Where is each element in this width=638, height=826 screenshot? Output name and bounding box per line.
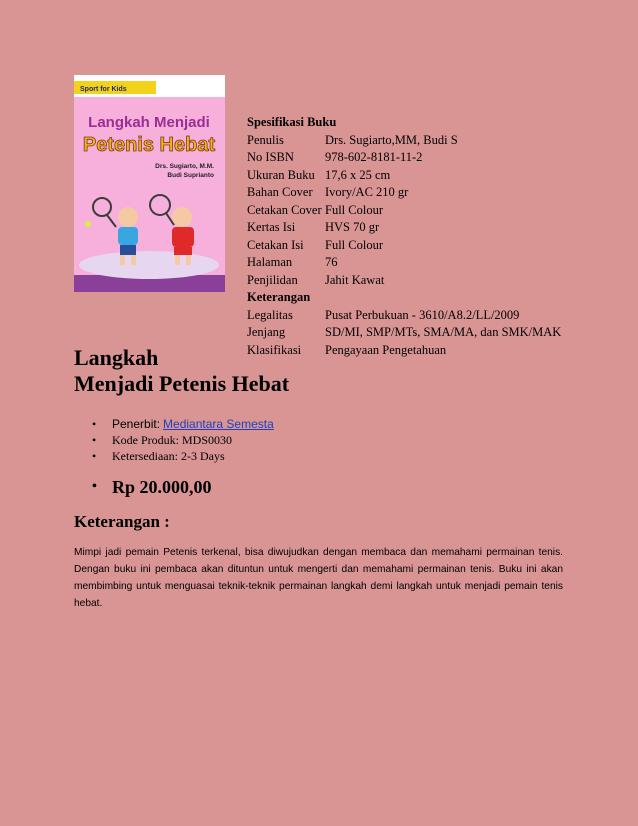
publisher-link[interactable]: Mediantara Semesta: [163, 417, 274, 431]
spec-rows-keterangan: [247, 307, 561, 360]
spec-row: [247, 132, 561, 150]
cover-badge: Sport for Kids: [80, 86, 127, 93]
spec-value: Pengayaan Pengetahuan: [325, 342, 447, 357]
spec-key: Penulis: [247, 132, 284, 147]
spec-value: Full Colour: [325, 202, 383, 217]
spec-row: [247, 219, 561, 237]
cover-authors-line2: Budi Suprianto: [167, 172, 214, 179]
spec-row: [247, 149, 561, 167]
spec-row: [247, 184, 561, 202]
spec-row: [247, 324, 561, 342]
spec-value: Pusat Perbukuan - 3610/A8.2/LL/2009: [325, 307, 520, 322]
spec-key: Bahan Cover: [247, 185, 313, 199]
spec-value: 978-602-8181-11-2: [325, 150, 423, 164]
spec-rows: [247, 132, 561, 290]
spec-value: HVS 70 gr: [325, 220, 380, 234]
product-title-line2: Menjadi Petenis Hebat: [74, 371, 290, 396]
spec-value: Full Colour: [325, 237, 383, 252]
keterangan-body: Mimpi jadi pemain Petenis terkenal, bisa diwujudkan dengan membaca dan memahami permainan tenis. Dengan buku ini pembaca akan dituntun untuk mengerti dan memahami permainan tenis. Buku ini akan membimbing untuk menguasai teknik-teknik permainan langkah demi langkah untuk menjadi pemain tenis hebat.: [74, 547, 563, 609]
spec-value: Ivory/AC 210 gr: [325, 185, 409, 199]
spec-key: Klasifikasi: [247, 342, 302, 357]
product-title: [74, 345, 289, 397]
spec-key: Cetakan Cover: [247, 202, 322, 217]
product-code: • Kode Produk: MDS0030: [74, 432, 274, 448]
spec-table: [247, 114, 561, 359]
cover-title-line2: Petenis Hebat: [82, 134, 216, 156]
publisher-label: Penerbit:: [112, 417, 161, 431]
spec-key: No ISBN: [247, 150, 294, 164]
spec-row: [247, 202, 561, 220]
spec-row: [247, 272, 561, 290]
product-meta-list: [74, 416, 274, 464]
book-cover: [74, 75, 225, 292]
spec-value: Jahit Kawat: [325, 272, 385, 287]
publisher-item: [74, 416, 274, 432]
spec-key: Jenjang: [247, 325, 286, 339]
spec-value: SD/MI, SMP/MTs, SMA/MA, dan SMK/MAK: [325, 325, 562, 339]
spec-key: Kertas Isi: [247, 220, 296, 234]
product-title-line1: Langkah: [74, 345, 159, 370]
spec-value: Drs. Sugiarto,MM, Budi S: [325, 132, 458, 147]
product-price: • Rp 20.000,00: [74, 475, 212, 499]
spec-row: [247, 254, 561, 272]
spec-value: 76: [325, 255, 338, 269]
spec-key: Penjilidan: [247, 272, 298, 287]
spec-row: [247, 307, 561, 325]
book-cover-art: [74, 75, 225, 292]
spec-key: Ukuran Buku: [247, 167, 315, 182]
spec-row: [247, 237, 561, 255]
spec-key: Halaman: [247, 255, 293, 269]
keterangan-subheading: Keterangan: [247, 290, 311, 304]
keterangan-heading: Keterangan :: [74, 512, 170, 531]
cover-title-line1: Langkah Menjadi: [88, 114, 210, 131]
spec-key: Legalitas: [247, 307, 293, 322]
spec-value: 17,6 x 25 cm: [325, 167, 391, 182]
cover-authors-line1: Drs. Sugiarto, M.M.: [155, 163, 214, 170]
availability: • Ketersediaan: 2-3 Days: [74, 448, 274, 464]
spec-key: Cetakan Isi: [247, 237, 304, 252]
spec-row: [247, 342, 561, 360]
spec-row: [247, 167, 561, 185]
spec-heading: Spesifikasi Buku: [247, 115, 337, 129]
